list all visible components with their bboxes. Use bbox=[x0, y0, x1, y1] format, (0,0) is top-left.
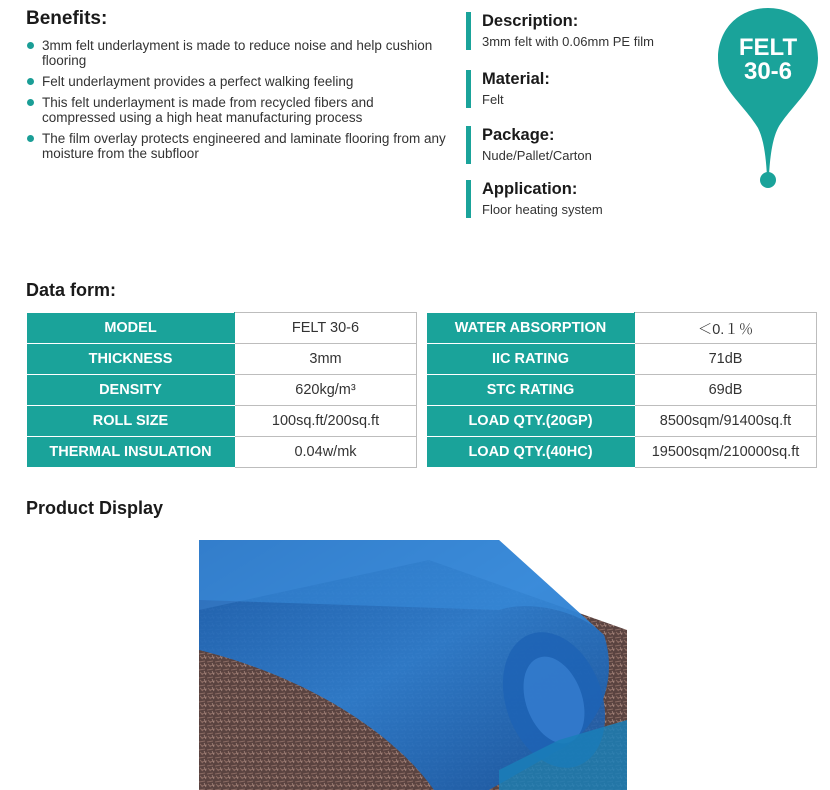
benefits-title: Benefits: bbox=[26, 8, 108, 29]
benefits-list bbox=[26, 38, 446, 167]
badge-line2: 30-6 bbox=[743, 58, 793, 85]
badge-line1: FELT bbox=[738, 34, 798, 61]
table-key: STC RATING bbox=[427, 375, 635, 406]
spec-package: Package: Nude/Pallet/Carton bbox=[466, 126, 712, 164]
table-key: LOAD QTY.(20GP) bbox=[427, 406, 635, 437]
bullet-icon bbox=[27, 78, 34, 85]
data-form-title: Data form: bbox=[26, 280, 117, 300]
table-key: THERMAL INSULATION bbox=[27, 437, 235, 468]
spec-description: Description: 3mm felt with 0.06mm PE film bbox=[466, 12, 712, 50]
table-value: 3mm bbox=[235, 344, 417, 375]
table-row bbox=[427, 406, 817, 437]
table-value: 71dB bbox=[635, 344, 817, 375]
table-row bbox=[427, 375, 817, 406]
spec-application: Application: Floor heating system bbox=[466, 180, 712, 218]
table-row bbox=[427, 437, 817, 468]
table-key: IIC RATING bbox=[427, 344, 635, 375]
table-value: 100sq.ft/200sq.ft bbox=[235, 406, 417, 437]
table-key: LOAD QTY.(40HC) bbox=[427, 437, 635, 468]
data-table-left bbox=[26, 312, 417, 468]
table-value: ＜0.１％ bbox=[635, 313, 817, 344]
bullet-icon bbox=[27, 135, 34, 142]
product-photo bbox=[199, 540, 627, 790]
table-value: 69dB bbox=[635, 375, 817, 406]
table-key: DENSITY bbox=[27, 375, 235, 406]
data-table-right bbox=[426, 312, 817, 468]
table-row bbox=[27, 437, 417, 468]
table-value: 19500sqm/210000sq.ft bbox=[635, 437, 817, 468]
table-row bbox=[27, 344, 417, 375]
table-row bbox=[27, 406, 417, 437]
bullet-icon bbox=[27, 42, 34, 49]
table-row bbox=[427, 313, 817, 344]
benefit-item: Felt underlayment provides a perfect walking feeling bbox=[26, 74, 446, 89]
table-value: 620kg/m³ bbox=[235, 375, 417, 406]
spec-material: Material: Felt bbox=[466, 70, 712, 108]
benefit-item: This felt underlayment is made from recycled fibers and compressed using a high heat manufacturing process bbox=[26, 95, 446, 125]
bullet-icon bbox=[27, 99, 34, 106]
table-row bbox=[27, 375, 417, 406]
table-key: WATER ABSORPTION bbox=[427, 313, 635, 344]
table-value: FELT 30-6 bbox=[235, 313, 417, 344]
table-key: ROLL SIZE bbox=[27, 406, 235, 437]
benefit-item: 3mm felt underlayment is made to reduce noise and help cushion flooring bbox=[26, 38, 446, 68]
table-row bbox=[27, 313, 417, 344]
table-key: THICKNESS bbox=[27, 344, 235, 375]
product-display-title: Product Display bbox=[26, 498, 164, 518]
table-value: 0.04w/mk bbox=[235, 437, 417, 468]
benefit-item: The film overlay protects engineered and laminate flooring from any moisture from the subfloor bbox=[26, 131, 446, 161]
table-row bbox=[427, 344, 817, 375]
table-key: MODEL bbox=[27, 313, 235, 344]
table-value: 8500sqm/91400sq.ft bbox=[635, 406, 817, 437]
